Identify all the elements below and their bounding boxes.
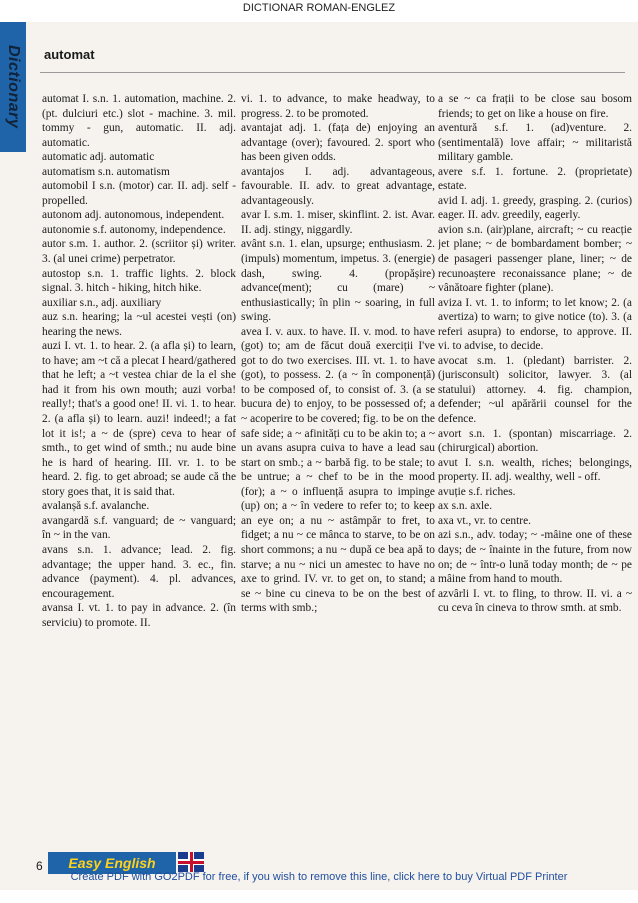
side-tab-label: Dictionary (5, 45, 22, 129)
dictionary-entry: avânt s.n. 1. elan, upsurge; enthusiasm. 2. (impuls) momentum, impetus. 3. (energie) dash, swing. 4. (propășire) advance(ment); cu (mare) ~ enthusiastically; în plin ~ soaring, in full swing. (241, 238, 435, 324)
dictionary-entry: avar I. s.m. 1. miser, skinflint. 2. ist. Avar. II. adj. stingy, niggardly. (241, 209, 435, 236)
dictionary-entry: avalanșă s.f. avalanche. (42, 500, 150, 513)
dictionary-entry: avion s.n. (air)plane, aircraft; ~ cu reacție jet plane; ~ de bombardament bomber; ~ de pasageri passenger plane, liner; ~ de recunoaștere reconaissance plane; ~ de vânătoare fighter (plane). (438, 223, 632, 295)
union-jack-flag-icon (178, 852, 204, 872)
dictionary-entry: avansa I. vt. 1. to pay in advance. 2. (în serviciu) to promote. II. (42, 602, 236, 629)
document-header-title: DICTIONAR ROMAN-ENGLEZ (242, 2, 396, 14)
dictionary-entry: auz s.n. hearing; la ~ul acestei vești (on) hearing the news. (42, 311, 236, 338)
page-headword: automat (44, 47, 95, 62)
dictionary-entry: automobil I s.n. (motor) car. II. adj. self - propelled. (42, 180, 236, 207)
dictionary-entry: auzi I. vt. 1. to hear. 2. (a afla și) to learn, to have; am ~t că a plecat I heard/gathered that he left; a ~t vestea chiar de la el she had it from his own mouth; auzi vorba! really!; that's a good one! II. vi. 1. to hear. 2. (a afla și) to learn. auzi! indeed!; a fat lot it is!; a ~ de (spre) ceva to hear of smth., to get wind of smth.; nu aude bine he is hard of hearing. III. vr. 1. to be heard. 2. fig. to get abroad; se aude că the story goes that, it is said that. (42, 340, 236, 498)
dictionary-entry: avut I. s.n. wealth, riches; belongings, property. II. adj. wealthy, well - off. (438, 456, 632, 484)
dictionary-entry: avort s.n. 1. (spontan) miscarriage. 2. (chirurgical) abortion. (438, 427, 632, 455)
header-rule (40, 72, 625, 73)
dictionary-entry: ax s.n. axle. (438, 500, 493, 513)
dictionary-entry: avocat s.m. 1. (pledant) barrister. 2. (jurisconsult) solicitor, lawyer. 3. (al statului) attorney. 4. fig. champion, defender; ~ul apărării counsel for the defence. (438, 354, 632, 426)
entry-column-2 (241, 92, 435, 852)
dictionary-entry: autonom adj. autonomous, independent. (42, 209, 225, 222)
side-tab (0, 22, 26, 152)
dictionary-entry: aviza I. vt. 1. to inform; to let know; 2. (a avertiza) to warn; to give notice (to). 3. (a referi asupra) to endorse, to approve. II. vi. to advise, to decide. (438, 296, 632, 353)
easy-english-logo: Easy English (48, 852, 176, 874)
pdf-footer-link[interactable]: Create PDF with GO2PDF for free, if you wish to remove this line, click here to buy Virtual PDF Printer (70, 871, 568, 883)
dictionary-entry: aventură s.f. 1. (ad)venture. 2. (sentimentală) love affair; ~ militaristă military gamble. (438, 122, 632, 164)
dictionary-entry: avangardă s.f. vanguard; de ~ vanguard; în ~ in the van. (42, 514, 236, 542)
entry-column-1 (42, 92, 236, 852)
page-number: 6 (36, 859, 43, 873)
entry-column-3 (438, 92, 632, 852)
dictionary-entry: avid I. adj. 1. greedy, grasping. 2. (curios) eager. II. adv. greedily, eagerly. (438, 194, 632, 222)
dictionary-entry: avantajat adj. 1. (fața de) enjoying an advantage (over); favoured. 2. sport who has been given odds. (241, 122, 435, 164)
dictionary-entry: automat I. s.n. 1. automation, machine. 2. (pt. dulciuri etc.) slot - machine. 3. mil. tommy - gun, automatic. II. adj. automatic. (42, 93, 236, 149)
dictionary-entry: avuție s.f. riches. (438, 485, 516, 498)
dictionary-entry: auxiliar s.n., adj. auxiliary (42, 296, 162, 309)
dictionary-entry: azvârli I. vt. to fling, to throw. II. vi. a ~ cu ceva în cineva to throw smth. at smb. (438, 587, 632, 615)
dictionary-entry: avea I. v. aux. to have. II. v. mod. to have (got) to; am de făcut două exerciții I've got to do two exercises. III. vt. 1. to have (got), to possess. 2. (a ~ în componență) to be composed of, to consist of. 3. (a se bucura de) to enjoy, to be possessed of; a ~ acoperire to be covered; fig. to be on the safe side; a ~ afinități cu to be akin to; a ~ un avans asupra cuiva to have a lead sau start on smb.; a ~ barbă fig. to be stale; to be untrue; a ~ chef to be in the mood (for); a ~ o influență asupra to impinge (up) on; a ~ în vedere to refer to; to keep an eye on; a nu ~ astâmpăr to fret, to fidget; a nu ~ ce mânca to starve, to be on short commons; a nu ~ după ce bea apă to starve; a nu ~ nici un amestec to have no axe to grind. IV. vr. to get on, to stand; a se ~ bine cu cineva to be on the best of terms with smb.; (241, 325, 435, 615)
dictionary-entry: avans s.n. 1. advance; lead. 2. fig. advantage; the upper hand. 3. ec., fin. advance (payment). 4. pl. advances, encouragement. (42, 543, 236, 600)
dictionary-entry: automatism s.n. automatism (42, 165, 170, 178)
dictionary-entry: azi s.n., adv. today; ~ -mâine one of these days; de ~ înainte in the future, from now on; de ~ într-o lună today month; de ~ pe mâine from hand to mouth. (438, 529, 632, 586)
dictionary-entry: vi. 1. to advance, to make headway, to progress. 2. to be promoted. (241, 93, 435, 120)
dictionary-entry: a se ~ ca frații to be close sau bosom friends; to get on like a house on fire. (438, 93, 632, 120)
dictionary-entry: avere s.f. 1. fortune. 2. (proprietate) estate. (438, 165, 632, 193)
dictionary-entry: autostop s.n. 1. traffic lights. 2. block signal. 3. hitch - hiking, hitch hike. (42, 267, 236, 295)
dictionary-entry: automatic adj. automatic (42, 151, 155, 164)
dictionary-entry: autonomie s.f. autonomy, independence. (42, 223, 226, 236)
dictionary-entry: axa vt., vr. to centre. (438, 514, 531, 527)
dictionary-entry: avantajos I. adj. advantageous, favourable. II. adv. to great advantage, advantageously. (241, 165, 435, 207)
dictionary-entry: autor s.m. 1. author. 2. (scriitor și) writer. 3. (al unei crime) perpetrator. (42, 238, 236, 266)
